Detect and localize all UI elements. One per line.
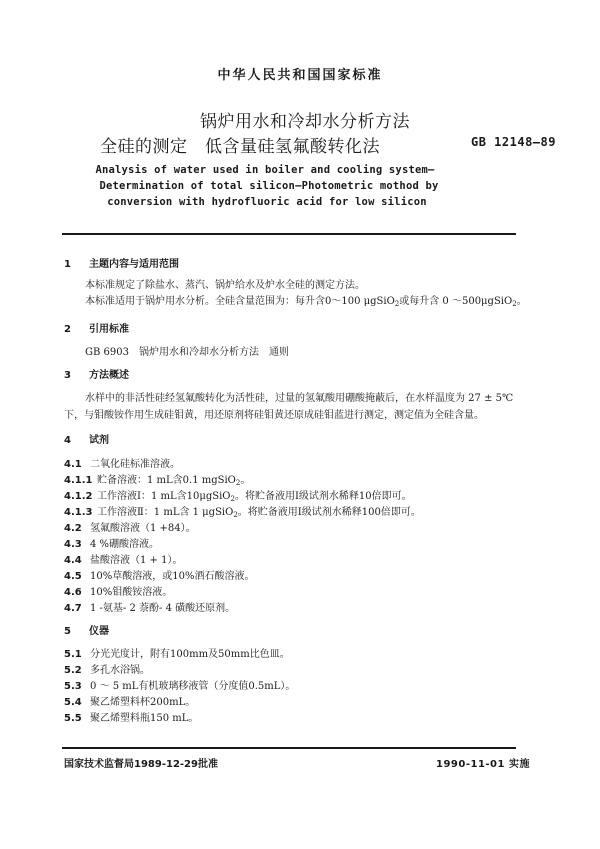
reagent-item-4-1-3: [64, 503, 421, 519]
section-number: 5: [64, 626, 71, 637]
item-number: 4.6: [64, 587, 82, 598]
english-title-line1: Analysis of water used in boiler and cooling system—: [95, 164, 435, 176]
section-1-para-1: 本标准规定了除盐水、蒸汽、锅炉给水及炉水全硅的测定方法。: [85, 280, 365, 291]
document-title-line2: 全硅的测定 低含量硅氢氟酸转化法: [100, 137, 380, 157]
item-number: 4.1: [64, 459, 82, 470]
national-standard-heading: 中华人民共和国国家标准: [217, 68, 383, 83]
apparatus-item-5-3: [64, 677, 295, 692]
item-text: 工作溶液Ⅱ：1 mL含 1 μgSiO: [97, 507, 234, 518]
section-2-heading: [64, 320, 129, 335]
item-number: 4.1.3: [64, 507, 93, 518]
reagent-item-4-1: [64, 455, 180, 470]
section-number: 3: [64, 370, 71, 381]
subscript: 2: [230, 495, 235, 503]
reagent-item-4-5: [64, 567, 254, 582]
section-title: 方法概述: [89, 370, 129, 381]
item-number: 5.2: [64, 665, 82, 676]
apparatus-item-5-2: [64, 661, 150, 676]
item-number: 5.5: [64, 713, 82, 724]
item-text: 二氧化硅标准溶液。: [90, 459, 180, 470]
subscript: 2: [233, 511, 238, 519]
header-divider: [62, 233, 516, 235]
item-number: 4.1.1: [64, 475, 93, 486]
section-3-heading: [64, 366, 129, 381]
item-text: 聚乙烯塑料瓶150 mL。: [90, 713, 199, 724]
english-title-line2: Determination of total silicon—Photometric mothod by: [99, 180, 439, 192]
item-number: 5.4: [64, 697, 82, 708]
para-text: 本标准适用于锅炉用水分析。全硅含量范围为：每升含0～100 μgSiO: [85, 296, 395, 307]
reagent-item-4-7: [64, 599, 235, 614]
section-3-para-line2: 下，与钼酸铵作用生成硅钼黄，用还原剂将硅钼黄还原成硅钼蓝进行测定，测定值为全硅含量。: [64, 410, 484, 421]
section-number: 2: [64, 324, 71, 335]
item-text: 10%钼酸铵溶液。: [90, 587, 173, 598]
section-3-para-line1: 水样中的非活性硅经氢氟酸转化为活性硅，过量的氢氟酸用硼酸掩蔽后，在水样温度为 27 ± 5℃: [85, 393, 514, 404]
item-text: 4 %硼酸溶液。: [90, 539, 160, 550]
approval-date: 国家技术监督局1989-12-29批准: [64, 759, 218, 770]
item-text: 分光光度计，附有100mm及50mm比色皿。: [90, 649, 290, 660]
item-number: 5.1: [64, 649, 82, 660]
item-text: 盐酸溶液（1 + 1）。: [90, 555, 183, 566]
item-number: 4.3: [64, 539, 82, 550]
effective-date: 1990-11-01 实施: [436, 759, 530, 770]
item-text: 多孔水浴锅。: [90, 665, 150, 676]
para-text: 。: [516, 296, 527, 307]
reagent-item-4-1-2: [64, 487, 412, 503]
item-text: 。: [240, 475, 251, 486]
section-title: 试剂: [89, 435, 109, 446]
item-number: 5.3: [64, 681, 82, 692]
item-text: 工作溶液Ⅰ：1 mL含10μgSiO: [97, 491, 231, 502]
reagent-item-4-2: [64, 519, 196, 534]
item-text: 。将贮备液用Ⅰ级试剂水稀释100倍即可。: [237, 507, 421, 518]
item-text: 。将贮备液用Ⅰ级试剂水稀释10倍即可。: [234, 491, 412, 502]
section-1-para-2: [85, 292, 527, 308]
item-text: 0 ～ 5 mL有机玻璃移液管（分度值0.5mL）。: [90, 681, 296, 692]
item-number: 4.2: [64, 523, 82, 534]
document-title-line1: 锅炉用水和冷却水分析方法: [200, 112, 410, 132]
item-text: 贮备溶液：1 mL含0.1 mgSiO: [97, 475, 236, 486]
footer-divider: [62, 747, 516, 749]
reagent-item-4-1-1: [64, 471, 250, 487]
section-number: 4: [64, 435, 71, 446]
apparatus-item-5-1: [64, 645, 290, 660]
section-title: 主题内容与适用范围: [89, 259, 179, 270]
item-number: 4.1.2: [64, 491, 93, 502]
english-title-line3: conversion with hydrofluoric acid for low silicon: [107, 196, 427, 208]
section-number: 1: [64, 259, 71, 270]
item-number: 4.7: [64, 603, 82, 614]
standard-code: GB 12148—89: [471, 135, 556, 149]
section-5-heading: [64, 622, 109, 637]
subscript: 2: [394, 300, 400, 308]
reagent-item-4-6: [64, 583, 172, 598]
para-text: 或每升含 0 ～500μgSiO: [399, 296, 513, 307]
apparatus-item-5-5: [64, 709, 198, 724]
item-text: 聚乙烯塑料杯200mL。: [90, 697, 196, 708]
section-title: 仪器: [89, 626, 109, 637]
item-text: 氢氟酸溶液（1 +84）。: [90, 523, 196, 534]
section-4-heading: [64, 431, 109, 446]
item-number: 4.4: [64, 555, 82, 566]
subscript: 2: [512, 300, 517, 308]
section-title: 引用标准: [89, 324, 129, 335]
reagent-item-4-4: [64, 551, 182, 566]
apparatus-item-5-4: [64, 693, 195, 708]
reagent-item-4-3: [64, 535, 159, 550]
reference-standard: GB 6903 锅炉用水和冷却水分析方法 通则: [85, 347, 289, 358]
item-text: 10%草酸溶液，或10%酒石酸溶液。: [90, 571, 255, 582]
subscript: 2: [235, 479, 241, 487]
item-text: 1 -氨基- 2 萘酚- 4 磺酸还原剂。: [90, 603, 236, 614]
item-number: 4.5: [64, 571, 82, 582]
section-1-heading: [64, 255, 179, 270]
